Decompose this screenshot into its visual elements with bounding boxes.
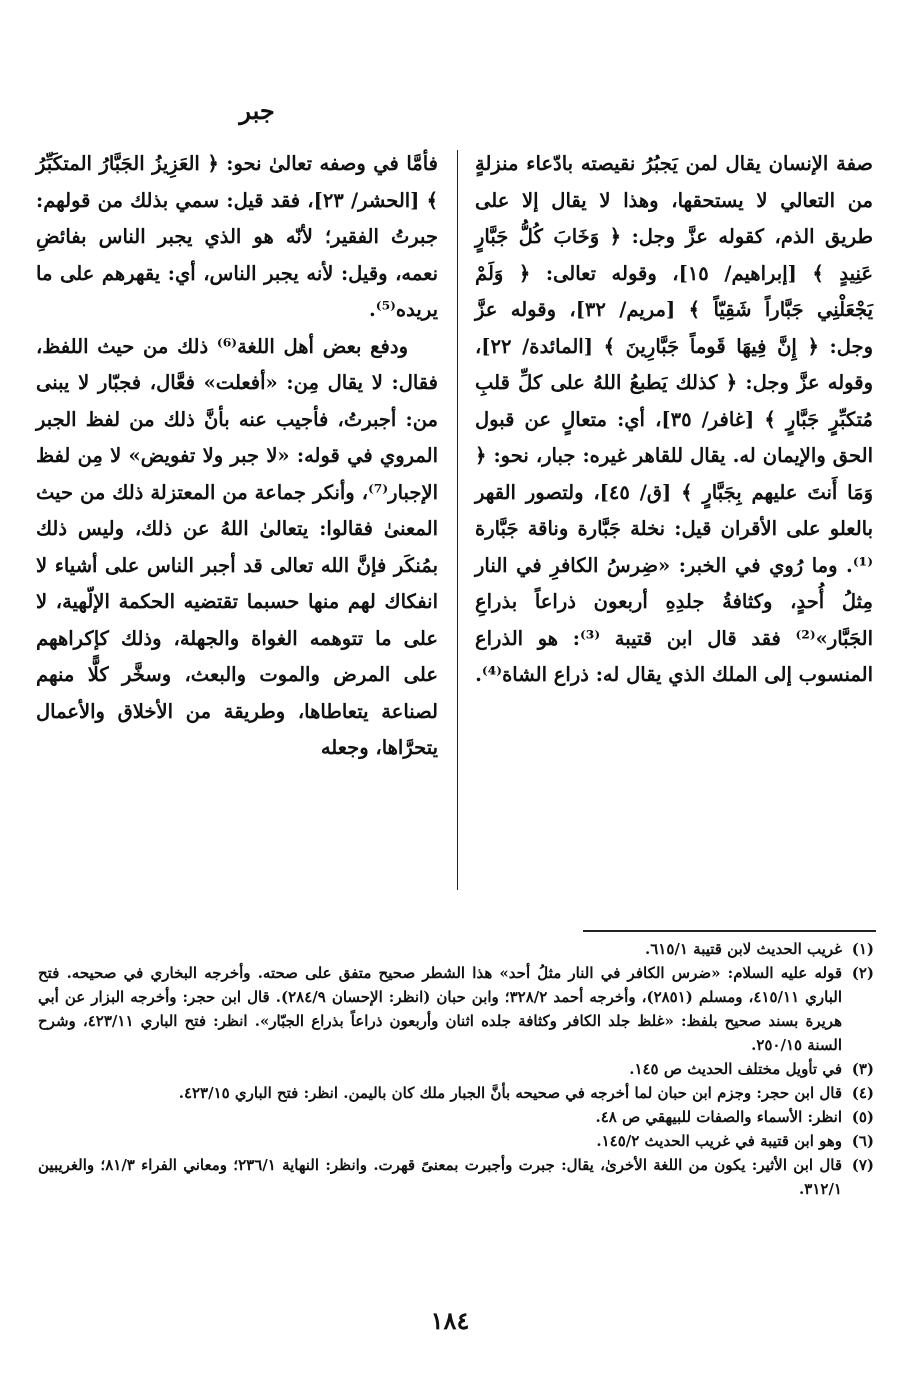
footnote-number: (٣) — [851, 1060, 874, 1078]
left-column — [36, 146, 438, 767]
footnote — [38, 1057, 874, 1081]
footnote-text: انظر: الأسماء والصفات للبيهقي ص ٤٨. — [595, 1108, 842, 1126]
footnote-number: (٥) — [851, 1108, 874, 1126]
left-column-paragraph-2: ودفع بعض أهل اللغة⁽⁶⁾ ذلك من حيث اللفظ، فقال: لا يقال مِن: «أفعلت» فعَّال، فجبّار لا يبنى من: أجبرتُ، فأجيب عنه بأنَّ ذلك من لفظ الجبر المروي في قوله: «لا جبر ولا تفويض» لا مِن لفظ الإجبار⁽⁷⁾، وأنكر جماعة من المعتزلة ذلك من حيث المعنىٰ فقالوا: يتعالىٰ اللهُ عن ذلك، وليس ذلك بمُنكَر فإنَّ الله تعالى قد أجبر الناس على أشياء لا انفكاك لهم منها حسبما تقتضيه الحكمة الإلّهية، لا على ما تتوهمه الغواة والجهلة، وذلك كإكراههم على المرض والموت والبعث، وسخَّر كلًّا منهم لصناعة يتعاطاها، وطريقة من الأخلاق والأعمال يتحرَّاها، وجعله — [36, 334, 438, 759]
footnote-rule — [583, 930, 876, 932]
footnote-number: (٤) — [851, 1084, 874, 1102]
footnote-text: قوله عليه السلام: «ضرس الكافر في النار مثلُ أحد» هذا الشطر صحيح متفق على صحته. وأخرجه البخاري في صحيحه. فتح الباري ٤١٥/١١، ومسلم (٢٨٥١)، وأخرجه أحمد ٣٢٨/٢؛ وابن حبان (انظر: الإحسان ٢٨٤/٩). قال ابن حجر: وأخرجه البزار عن أبي هريرة بسند صحيح بلفظ: «غلظ جلد الكافر وكثافة جلده اثنان وأربعون ذراعاً بذراع الجبّار». انظر: فتح الباري ٤٢٣/١١، وشرح السنة ٢٥٠/١٥. — [38, 964, 842, 1054]
footnote-number: (١) — [851, 940, 874, 958]
footnote — [38, 1153, 874, 1201]
footnotes — [38, 937, 874, 1201]
footnote — [38, 1129, 874, 1153]
footnote-text: قال ابن الأثير: يكون من اللغة الأخرىٰ، يقال: جبرت وأجبرت بمعنىً قهرت. وانظر: النهاية ٢٣٦/١؛ ومعاني الفراء ٨١/٣؛ والغريبين ٣١٢/١. — [38, 1156, 842, 1198]
footnote — [38, 1105, 874, 1129]
right-column-paragraph: صفة الإنسان يقال لمن يَجبُرُ نقيصته بادّعاء منزلةٍ من التعالي لا يستحقها، وهذا لا يقال إلا على طريق الذم، كقوله عزَّ وجل: ﴿ وَخَابَ كُلُّ جَبَّارٍ عَنِيدٍ ﴾ [إبراهيم/ ١٥]، وقوله تعالى: ﴿ وَلَمْ يَجْعَلْنِي جَبَّاراً شَقِيّاً ﴾ [مريم/ ٣٢]، وقوله عزَّ وجل: ﴿ إِنَّ فِيهَا قَوماً جَبَّارِينَ ﴾ [المائدة/ ٢٢]، وقوله عزَّ وجل: ﴿ كذلك يَطبعُ اللهُ على كلِّ قلبِ مُتكبِّرٍ جَبَّارٍ ﴾ [غافر/ ٣٥]، أي: متعالٍ عن قبول الحق والإيمان له. يقال للقاهر غيره: جبار، نحو: ﴿ وَمَا أَنتَ عليهم بِجَبَّارٍ ﴾ [ق/ ٤٥]، ولتصور القهر بالعلو على الأقران قيل: نخلة جَبَّارة وناقة جَبَّارة ⁽¹⁾. وما رُوي في الخبر: «ضِرسُ الكافرِ في النار مِثلُ أُحدٍ، وكثافةُ جلدِهِ أربعون ذراعاً بذراعِ الجَبَّار»⁽²⁾ فقد قال ابن قتيبة ⁽³⁾: هو الذراع المنسوب إلى الملك الذي يقال له: ذراع الشاة⁽⁴⁾. — [475, 152, 874, 686]
left-column-paragraph-1: فأمَّا في وصفه تعالىٰ نحو: ﴿ العَزِيزُ الجَبَّارُ المتكَبِّرُ ﴾ [الحشر/ ٢٣]، فقد قيل: سمي بذلك من قولهم: جبرتُ الفقير؛ لأنّه هو الذي يجبر الناس بفائضِ نعمه، وقيل: لأنه يجبر الناس، أي: يقهرهم على ما يريده⁽⁵⁾. — [36, 152, 438, 321]
footnote — [38, 961, 874, 1057]
running-header: جبر — [239, 96, 275, 125]
page-number: ١٨٤ — [430, 1306, 470, 1335]
footnote-text: غريب الحديث لابن قتيبة ٦١٥/١. — [644, 940, 842, 958]
footnote-number: (٧) — [851, 1156, 874, 1174]
footnote-text: في تأويل مختلف الحديث ص ١٤٥. — [629, 1060, 842, 1078]
right-column — [475, 146, 873, 694]
footnote-text: وهو ابن قتيبة في غريب الحديث ١٤٥/٢. — [596, 1132, 842, 1150]
footnote — [38, 1081, 874, 1105]
footnote — [38, 937, 874, 961]
footnote-text: قال ابن حجر: وجزم ابن حبان لما أخرجه في صحيحه بأنَّ الجبار ملك كان باليمن. انظر: فتح الباري ٤٢٣/١٥. — [178, 1084, 842, 1102]
column-divider — [457, 150, 458, 890]
footnote-number: (٦) — [851, 1132, 874, 1150]
footnote-number: (٢) — [851, 964, 874, 982]
